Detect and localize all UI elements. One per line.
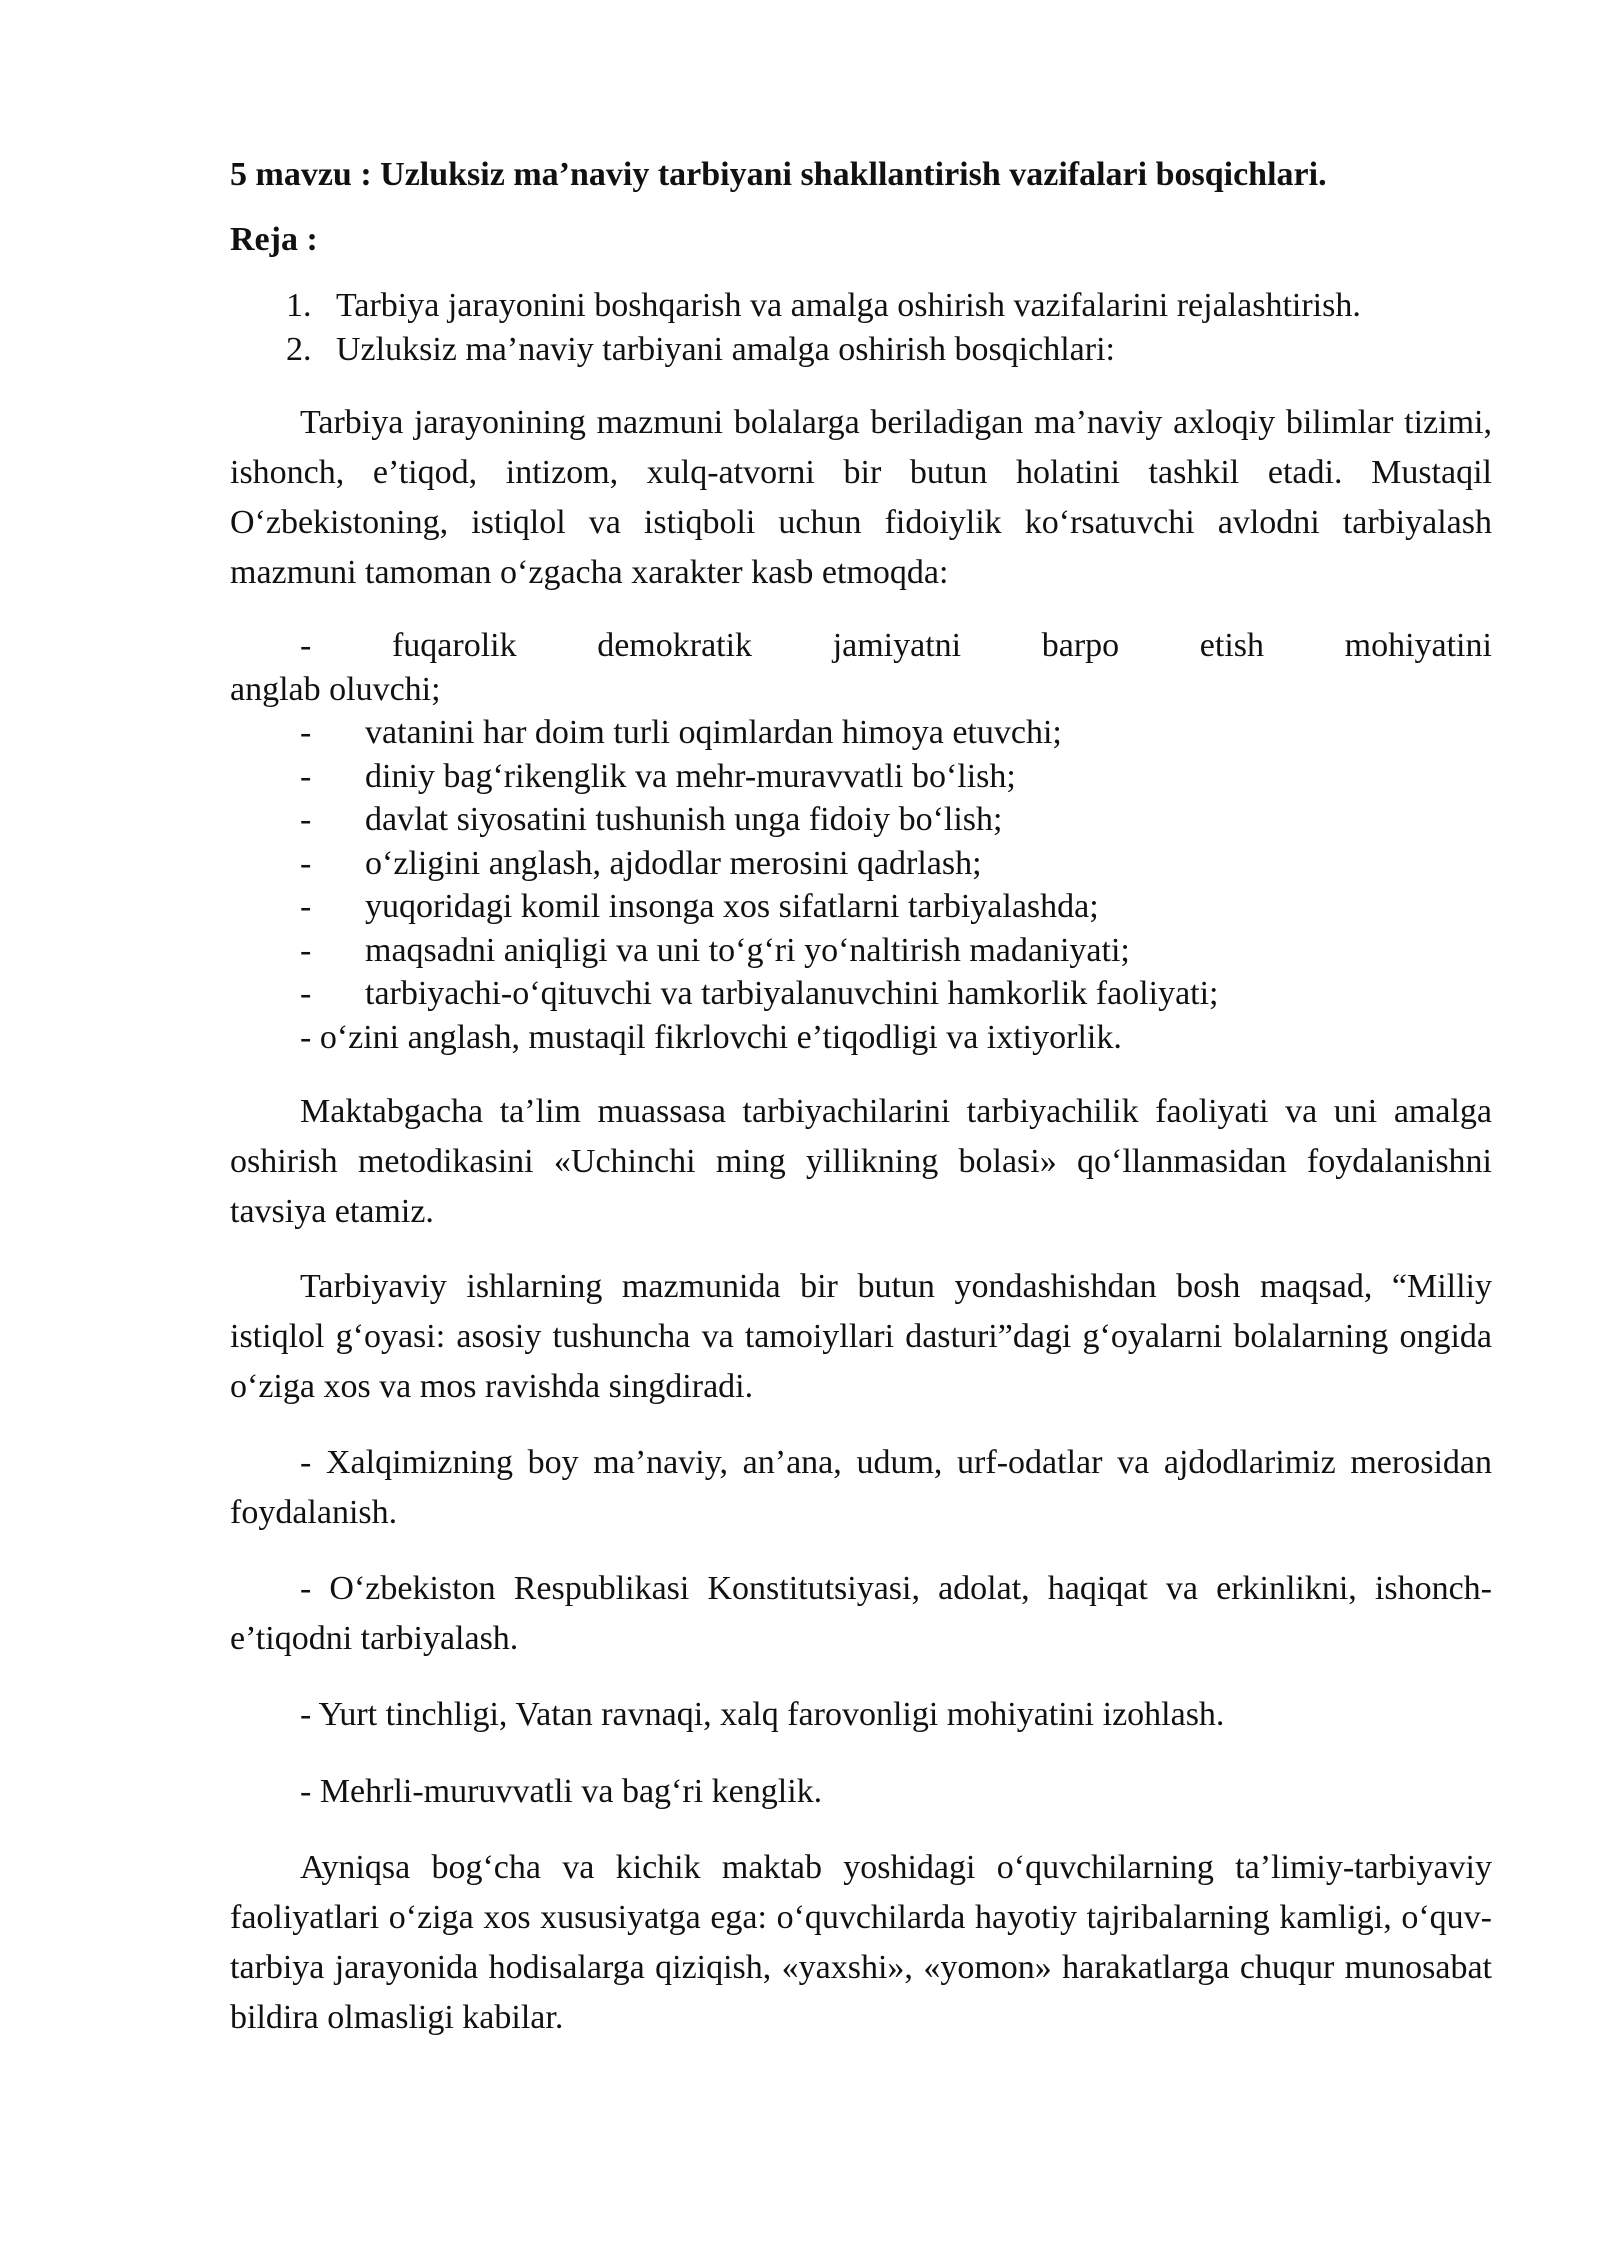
list-item: [230, 972, 1492, 1016]
list-dash: -: [300, 931, 312, 969]
list-word: jamiyatni: [832, 627, 962, 664]
plan-item: [230, 328, 1500, 372]
list-dash: -: [300, 801, 312, 838]
plan-item-text: Tarbiya jarayonini boshqarish va amalga oshirish vazifalarini rejalashtirish.: [336, 287, 1361, 324]
list-item-text: diniy bag‘rikenglik va mehr-muravvatli bo‘lish;: [365, 757, 1016, 795]
list-dash: -: [300, 714, 312, 751]
list-dash: -: [300, 757, 312, 795]
list-item-first-line: [230, 624, 1492, 668]
plan-label: Reja :: [230, 221, 318, 258]
paragraph-peace: - Yurt tinchligi, Vatan ravnaqi, xalq farovonligi mohiyatini izohlash.: [300, 1696, 1225, 1733]
plan-list: [230, 284, 1500, 372]
list-item: [230, 842, 1492, 886]
list-word: mohiyatini: [1344, 627, 1492, 664]
list-word: fuqarolik: [391, 627, 517, 664]
paragraph-recommendation: Maktabgacha ta’lim muassasa tarbiyachilarini tarbiyachilik faoliyati va uni amalga oshirish metodikasini «Uchinchi ming yillikning bolasi» qo‘llanmasidan foydalanishni tavsiya etamiz.: [230, 1093, 1492, 1230]
page-title: 5 mavzu : Uzluksiz ma’naviy tarbiyani shakllantirish vazifalari bosqichlari.: [230, 156, 1327, 193]
plan-item-text: Uzluksiz ma’naviy tarbiyani amalga oshirish bosqichlari:: [336, 331, 1115, 368]
paragraph-constitution: - O‘zbekiston Respublikasi Konstitutsiyasi, adolat, haqiqat va erkinlikni, ishonch-e’tiqodni tarbiyalash.: [230, 1570, 1492, 1657]
plan-item: [230, 284, 1500, 328]
list-item-text: o‘zligini anglash, ajdodlar merosini qadrlash;: [365, 844, 982, 882]
paragraph-intro: Tarbiya jarayonining mazmuni bolalarga beriladigan ma’naviy axloqiy bilimlar tizimi, ishonch, e’tiqod, intizom, xulq-atvorni bir butun holatini tashkil etadi. Mustaqil O‘zbekistoning, istiqlol va istiqboli uchun fidoiylik ko‘rsatuvchi avlodni tarbiyalash mazmuni tamoman o‘zgacha xarakter kasb etmoqda:: [230, 404, 1492, 591]
list-dash: -: [300, 888, 312, 925]
list-word: etish: [1199, 627, 1264, 664]
list-word: barpo: [1041, 627, 1120, 664]
list-item-continuation: anglab oluvchi;: [230, 670, 441, 708]
list-item: [230, 929, 1492, 973]
list-dash: -: [300, 975, 312, 1012]
plan-item-number: 1.: [286, 287, 312, 324]
list-word: demokratik: [597, 627, 753, 664]
list-item: - o‘zini anglash, mustaqil fikrlovchi e’tiqodligi va ixtiyorlik.: [300, 1018, 1122, 1056]
list-item-text: vatanini har doim turli oqimlardan himoya etuvchi;: [365, 714, 1062, 751]
list-dash: -: [300, 844, 312, 882]
list-dash: -: [300, 627, 312, 664]
list-item-text: maqsadni aniqligi va uni to‘g‘ri yo‘naltirish madaniyati;: [365, 931, 1130, 969]
list-item: [230, 711, 1492, 755]
list-item-text: yuqoridagi komil insonga xos sifatlarni tarbiyalashda;: [365, 888, 1099, 925]
paragraph-children: Ayniqsa bog‘cha va kichik maktab yoshidagi o‘quvchilarning ta’limiy-tarbiyaviy faoliyatlari o‘ziga xos xususiyatga ega: o‘quvchilarda hayotiy tajribalarning kamligi, o‘quv-tarbiya jarayonida hodisalarga qiziqish, «yaxshi», «yomon» harakatlarga chuqur munosabat bildira olmasligi kabilar.: [230, 1849, 1492, 2036]
list-item: [230, 755, 1492, 799]
dash-list: [230, 624, 1492, 1059]
paragraph-heritage: - Xalqimizning boy ma’naviy, an’ana, udum, urf-odatlar va ajdodlarimiz merosidan foydalanish.: [230, 1444, 1492, 1531]
list-item-text: davlat siyosatini tushunish unga fidoiy bo‘lish;: [365, 801, 1003, 838]
paragraph-kindness: - Mehrli-muruvvatli va bag‘ri kenglik.: [300, 1773, 823, 1810]
list-item: [230, 624, 1492, 711]
list-item: [230, 885, 1492, 929]
list-item: [230, 798, 1492, 842]
paragraph-goal: Tarbiyaviy ishlarning mazmunida bir butun yondashishdan bosh maqsad, “Milliy istiqlol g‘oyasi: asosiy tushuncha va tamoiyllari dasturi”dagi g‘oyalarni bolalarning ongida o‘ziga xos va mos ravishda singdiradi.: [230, 1268, 1492, 1405]
plan-item-number: 2.: [286, 331, 312, 368]
list-item-text: tarbiyachi-o‘qituvchi va tarbiyalanuvchini hamkorlik faoliyati;: [365, 975, 1219, 1012]
